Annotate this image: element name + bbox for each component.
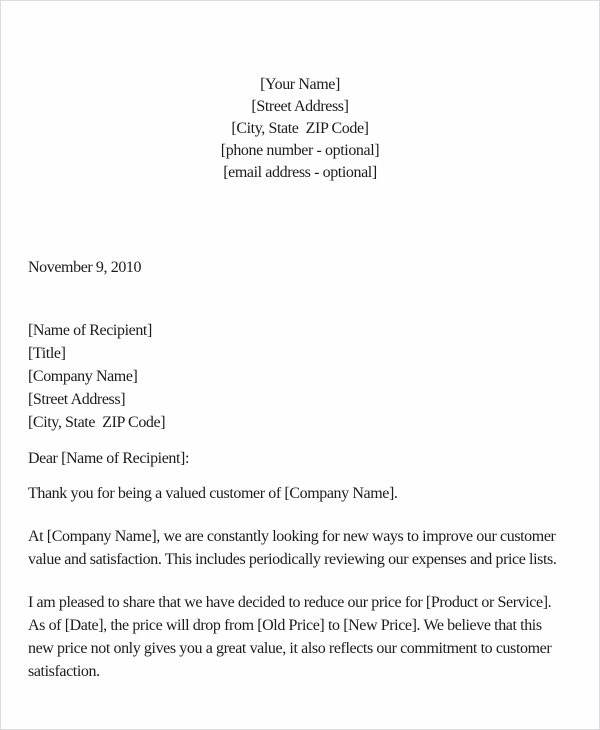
recipient-name-line: [Name of Recipient]: [28, 322, 152, 339]
body-paragraph-customer-value: [28, 525, 572, 571]
sender-street-line: [Street Address]: [251, 98, 349, 115]
recipient-street-line: [Street Address]: [28, 391, 126, 408]
letter-content: [1, 1, 599, 683]
body-paragraph-thank-you: [28, 482, 572, 505]
body-paragraph-price-reduction: [28, 591, 572, 683]
sender-name-line: [Your Name]: [260, 76, 340, 93]
paragraph-line: At [Company Name], we are constantly looking for new ways to improve our customer: [28, 528, 556, 545]
paragraph-line: value and satisfaction. This includes periodically reviewing our expenses and price lists.: [28, 551, 557, 568]
sender-address-block: [28, 74, 572, 184]
sender-phone-line: [phone number - optional]: [220, 142, 380, 159]
paragraph-line: As of [Date], the price will drop from [Old Price] to [New Price]. We believe that this: [28, 617, 542, 634]
paragraph-line: satisfaction.: [28, 663, 100, 680]
recipient-company-line: [Company Name]: [28, 368, 138, 385]
sender-email-line: [email address - optional]: [223, 164, 377, 181]
recipient-city-line: [City, State ZIP Code]: [28, 414, 166, 431]
paragraph-line: Thank you for being a valued customer of [Company Name].: [28, 485, 398, 502]
recipient-title-line: [Title]: [28, 345, 66, 362]
recipient-address-block: [28, 319, 572, 434]
salutation: Dear [Name of Recipient]:: [28, 450, 190, 467]
sender-city-line: [City, State ZIP Code]: [231, 120, 369, 137]
date-line: November 9, 2010: [28, 259, 142, 276]
paragraph-line: new price not only gives you a great value, it also reflects our commitment to customer: [28, 640, 552, 657]
paragraph-line: I am pleased to share that we have decided to reduce our price for [Product or Service].: [28, 594, 552, 611]
